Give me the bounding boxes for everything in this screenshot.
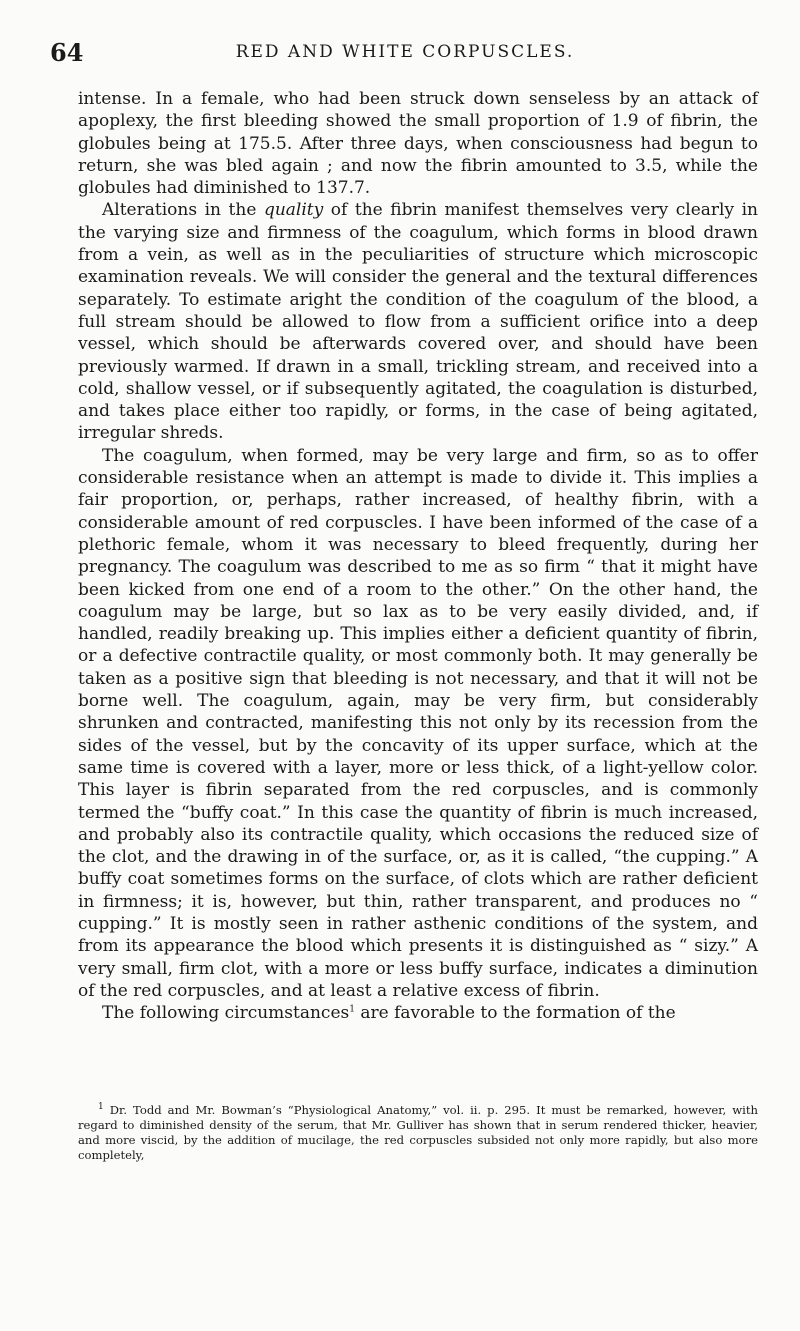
paragraph-2 <box>78 199 758 444</box>
paragraph-2-text-b: of the fibrin manifest themselves very clearly in the varying size and firmness of the coagulum, which forms in blood drawn from a vein, as well as in the peculiarities of structure which microscopic examination reveals. We will consider the general and the textural differences separately. To estimate aright the condition of the coagulum of the blood, a full stream should be allowed to flow from a sufficient orifice into a deep vessel, which should be afterwards covered over, and should have been previously warmed. If drawn in a small, trickling stream, and received into a cold, shallow vessel, or if subsequently agitated, the coagulation is disturbed, and takes place either too rapidly, or forms, in the case of being agitated, irregular shreds. <box>78 200 759 444</box>
emphasis-quality: quality <box>263 200 324 221</box>
paragraph-4-text-b: are favorable to the formation of the <box>354 1003 676 1024</box>
footnote <box>78 1103 758 1163</box>
footnote-mark: 1 <box>98 1102 104 1113</box>
paragraph-3-text: The coagulum, when formed, may be very large and firm, so as to offer considerable resistance when an attempt is made to divide it. This implies a fair proportion, or, perhaps, rather increased, of healthy fibrin, with a considerable amount of red corpuscles. I have been informed of the case of a plethoric female, whom it was necessary to bleed frequently, during her pregnancy. The coagulum was described to me as so firm “ that it might have been kicked from one end of a room to the other.” On the other hand, the coagulum may be large, but so lax as to be very easily divided, and, if handled, readily breaking up. This implies either a deficient quantity of fibrin, or a defective contractile quality, or most commonly both. It may generally be taken as a positive sign that bleeding is not necessary, and that it will not be borne well. The coagulum, again, may be very firm, but considerably shrunken and contracted, manifesting this not only by its recession from the sides of the vessel, but by the concavity of its upper surface, which at the same time is covered with a layer, more or less thick, of a light-yellow color. This layer is fibrin separated from the red corpuscles, and is commonly termed the “buffy coat.” In this case the quantity of fibrin is much increased, and probably also its contractile quality, which occasions the reduced size of the clot, and the drawing in of the surface, or, as it is called, “the cupping.” A buffy coat sometimes forms on the surface, of clots which are rather deficient in firmness; it is, however, but thin, rather transparent, and produces no “ cupping.” It is mostly seen in rather asthenic conditions of the system, and from its appearance the blood which presents it is distinguished as “ sizy.” A very small, firm clot, with a more or less buffy surface, indicates a diminution of the red corpuscles, and at least a relative excess of fibrin. <box>78 445 758 1001</box>
page-number: 64 <box>50 38 84 67</box>
footnote-reference[interactable]: 1 <box>349 1004 355 1015</box>
footnote-text: Dr. Todd and Mr. Bowman’s “Physiological Anatomy,” vol. ii. p. 295. It must be remarked, however, with regard to diminished density of the serum, that Mr. Gulliver has shown that in serum rendered thicker, heavier, and more viscid, by the addition of mucilage, the red corpuscles subsided not only more rapidly, but also more completely, <box>78 1103 758 1162</box>
paragraph-1-text: intense. In a female, who had been struck down senseless by an attack of apoplexy, the first bleeding showed the small proportion of 1.9 of fibrin, the globules being at 175.5. After three days, when consciousness had begun to return, she was bled again ; and now the fibrin amounted to 3.5, while the globules had diminished to 137.7. <box>78 89 758 199</box>
paragraph-4-text-a: The following circumstances <box>102 1003 350 1024</box>
running-title: RED AND WHITE CORPUSCLES. <box>235 42 575 62</box>
page-header <box>50 38 760 67</box>
paragraph-3 <box>78 445 758 1002</box>
paragraph-4 <box>78 1002 758 1024</box>
paragraph-2-text-a: Alterations in the <box>102 200 264 221</box>
paragraph-1 <box>78 88 758 199</box>
body-text <box>78 88 758 1024</box>
